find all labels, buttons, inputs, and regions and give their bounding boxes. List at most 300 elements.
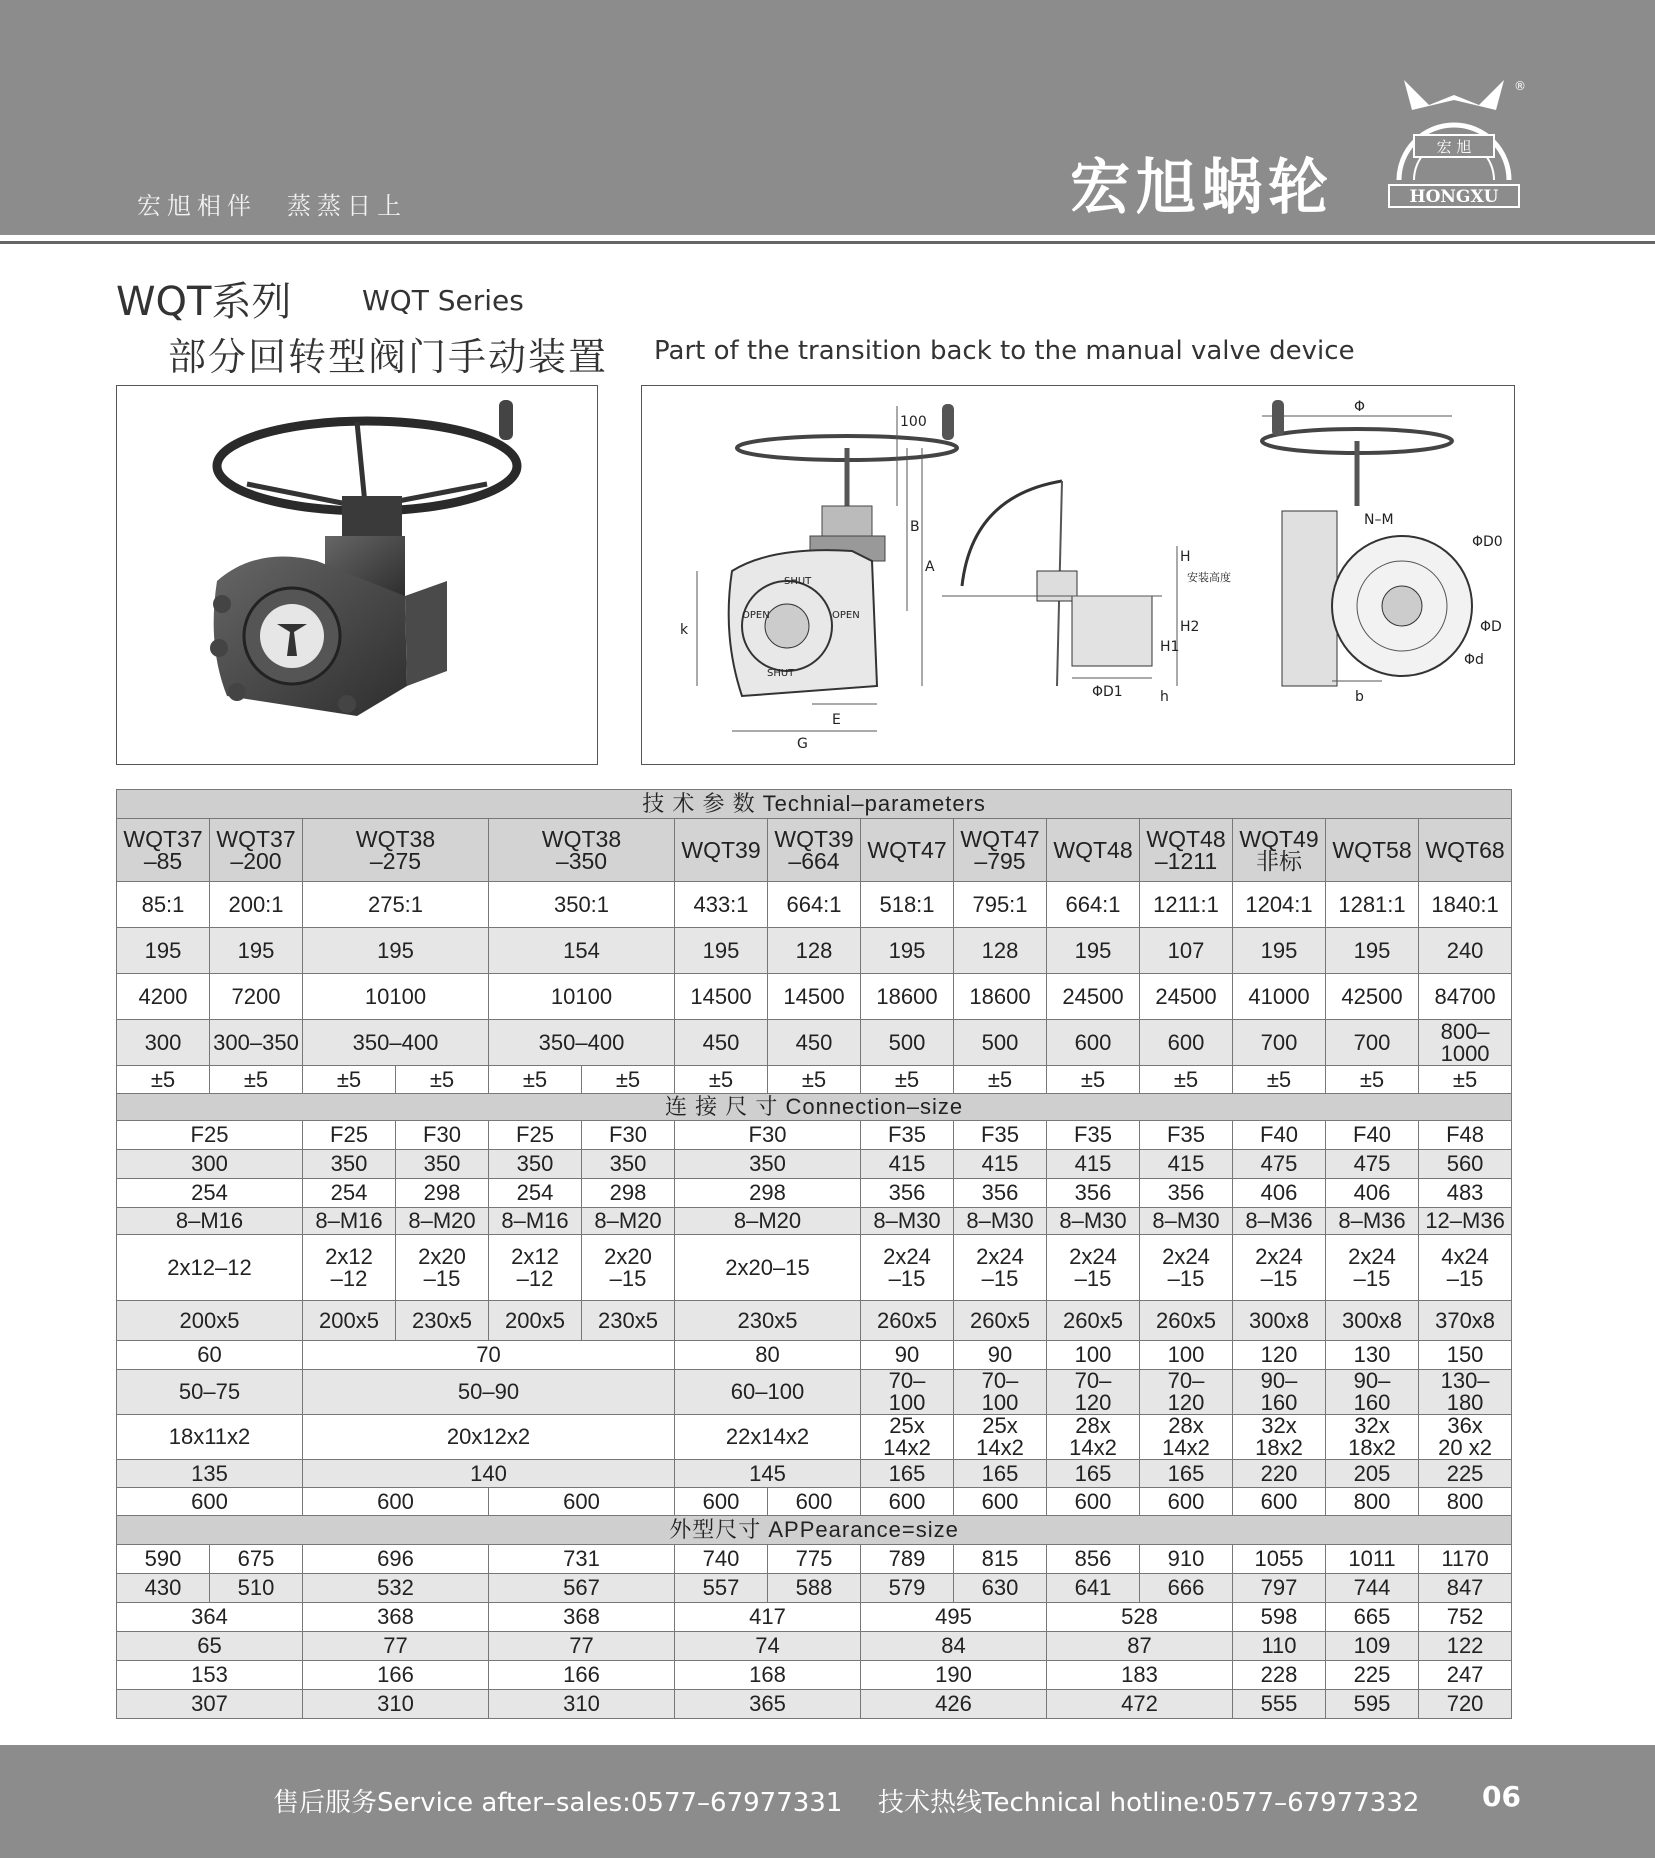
table-cell: 254 xyxy=(489,1179,582,1208)
table-cell: 600 xyxy=(768,1488,861,1516)
table-cell: 532 xyxy=(303,1574,489,1603)
table-cell: 77 xyxy=(489,1632,675,1661)
page-number: 06 xyxy=(1482,1780,1521,1813)
svg-text:A: A xyxy=(925,559,935,575)
table-cell: 307 xyxy=(117,1690,303,1719)
model-header: WQT39 –664 xyxy=(768,819,861,882)
model-header: WQT68 xyxy=(1419,819,1512,882)
table-cell: 356 xyxy=(1047,1179,1140,1208)
table-row xyxy=(117,1179,1605,1208)
table-cell: 260x5 xyxy=(861,1301,954,1341)
series-title-cn: WQT系列 xyxy=(116,279,292,325)
table-cell: 300 xyxy=(117,1150,303,1179)
table-cell: 298 xyxy=(675,1179,861,1208)
table-cell: 415 xyxy=(1140,1150,1233,1179)
table-cell: 744 xyxy=(1326,1574,1419,1603)
table-cell: 154 xyxy=(489,928,675,974)
table-cell: 560 xyxy=(1419,1150,1512,1179)
table-cell: 195 xyxy=(210,928,303,974)
table-cell: 567 xyxy=(489,1574,675,1603)
table-cell: 795:1 xyxy=(954,882,1047,928)
table-cell: 200:1 xyxy=(210,882,303,928)
table-cell: 310 xyxy=(489,1690,675,1719)
table-cell: 122 xyxy=(1419,1632,1512,1661)
tolerance-row xyxy=(117,1066,1605,1094)
svg-text:®: ® xyxy=(1514,79,1526,93)
table-cell: 590 xyxy=(117,1545,210,1574)
header-slogan: 宏旭相伴 蒸蒸日上 xyxy=(137,192,407,220)
table-cell: 472 xyxy=(1047,1690,1233,1719)
table-cell: F25 xyxy=(303,1121,396,1150)
model-header: WQT38 –350 xyxy=(489,819,675,882)
table-cell: 8–M36 xyxy=(1233,1208,1326,1235)
table-cell: ±5 xyxy=(861,1066,954,1094)
table-cell: 417 xyxy=(675,1603,861,1632)
table-cell: ±5 xyxy=(1047,1066,1140,1094)
table-cell: 195 xyxy=(303,928,489,974)
table-cell: 25x 14x2 xyxy=(954,1415,1047,1460)
table-row xyxy=(117,928,1605,974)
table-cell: 195 xyxy=(675,928,768,974)
table-cell: 1170 xyxy=(1419,1545,1512,1574)
table-cell: 254 xyxy=(117,1179,303,1208)
table-cell: ±5 xyxy=(396,1066,489,1094)
svg-text:ΦD: ΦD xyxy=(1480,619,1502,635)
table-cell: F30 xyxy=(582,1121,675,1150)
table-cell: 2x24 –15 xyxy=(861,1235,954,1301)
svg-text:N–M: N–M xyxy=(1364,512,1394,528)
svg-text:E: E xyxy=(832,712,841,728)
svg-text:100: 100 xyxy=(900,414,927,430)
table-cell: 588 xyxy=(768,1574,861,1603)
table-cell: 254 xyxy=(303,1179,396,1208)
table-row xyxy=(117,1574,1605,1603)
table-cell: 595 xyxy=(1326,1690,1419,1719)
table-row xyxy=(117,1208,1605,1235)
table-cell: 14500 xyxy=(768,974,861,1020)
table-cell: 22x14x2 xyxy=(675,1415,861,1460)
table-cell: 415 xyxy=(861,1150,954,1179)
brand-name: 宏旭蜗轮 xyxy=(1070,153,1334,223)
model-header: WQT37 –200 xyxy=(210,819,303,882)
table-cell: 450 xyxy=(768,1020,861,1066)
table-cell: 165 xyxy=(1140,1460,1233,1488)
table-cell: 350–400 xyxy=(489,1020,675,1066)
table-cell: 90 xyxy=(861,1341,954,1370)
table-cell: ±5 xyxy=(582,1066,675,1094)
table-cell: 166 xyxy=(489,1661,675,1690)
section-appearance: 外型尺寸 APPearance=size xyxy=(117,1516,1512,1545)
table-cell: 200x5 xyxy=(117,1301,303,1341)
table-row xyxy=(117,1415,1605,1460)
table-cell: 600 xyxy=(675,1488,768,1516)
table-cell: 598 xyxy=(1233,1603,1326,1632)
table-cell: 70– 120 xyxy=(1140,1370,1233,1415)
table-cell: 641 xyxy=(1047,1574,1140,1603)
table-cell: 195 xyxy=(117,928,210,974)
table-row xyxy=(117,974,1605,1020)
table-cell: 205 xyxy=(1326,1460,1419,1488)
model-header: WQT39 xyxy=(675,819,768,882)
svg-text:h: h xyxy=(1160,689,1169,705)
table-cell: 800–1000 xyxy=(1419,1020,1512,1066)
table-cell: 350:1 xyxy=(489,882,675,928)
table-row xyxy=(117,1235,1605,1301)
table-cell: 368 xyxy=(303,1603,489,1632)
table-cell: 74 xyxy=(675,1632,861,1661)
table-cell: 740 xyxy=(675,1545,768,1574)
table-cell: 140 xyxy=(303,1460,675,1488)
svg-text:安装高度: 安装高度 xyxy=(1187,571,1231,584)
table-cell: 128 xyxy=(954,928,1047,974)
table-cell: 4200 xyxy=(117,974,210,1020)
table-cell: 260x5 xyxy=(1140,1301,1233,1341)
table-cell: 300x8 xyxy=(1233,1301,1326,1341)
table-cell: 100 xyxy=(1047,1341,1140,1370)
table-cell: 350 xyxy=(303,1150,396,1179)
table-row xyxy=(117,1603,1605,1632)
table-row xyxy=(117,1690,1605,1719)
table-cell: 10100 xyxy=(489,974,675,1020)
table-cell: F35 xyxy=(861,1121,954,1150)
table-cell: 260x5 xyxy=(954,1301,1047,1341)
table-cell: 600 xyxy=(303,1488,489,1516)
table-cell: 406 xyxy=(1233,1179,1326,1208)
table-cell: 775 xyxy=(768,1545,861,1574)
table-cell: 166 xyxy=(303,1661,489,1690)
table-row xyxy=(117,1545,1605,1574)
table-cell: ±5 xyxy=(1233,1066,1326,1094)
table-cell: 225 xyxy=(1326,1661,1419,1690)
svg-text:b: b xyxy=(1355,689,1364,705)
table-cell: 856 xyxy=(1047,1545,1140,1574)
model-header: WQT58 xyxy=(1326,819,1419,882)
table-cell: F35 xyxy=(1047,1121,1140,1150)
table-cell: 165 xyxy=(1047,1460,1140,1488)
table-cell: 433:1 xyxy=(675,882,768,928)
table-cell: 600 xyxy=(1140,1020,1233,1066)
table-cell: 225 xyxy=(1419,1460,1512,1488)
table-cell: 24500 xyxy=(1140,974,1233,1020)
table-cell: 240 xyxy=(1419,928,1512,974)
table-cell: 528 xyxy=(1047,1603,1233,1632)
table-cell: 298 xyxy=(396,1179,489,1208)
table-cell: 298 xyxy=(582,1179,675,1208)
table-cell: 300 xyxy=(117,1020,210,1066)
table-cell: 370x8 xyxy=(1419,1301,1512,1341)
table-row xyxy=(117,1301,1605,1341)
table-cell: F25 xyxy=(117,1121,303,1150)
table-cell: 600 xyxy=(1047,1020,1140,1066)
table-cell: 579 xyxy=(861,1574,954,1603)
table-cell: 32x 18x2 xyxy=(1326,1415,1419,1460)
table-cell: 426 xyxy=(861,1690,1047,1719)
series-title-en: WQT Series xyxy=(362,284,524,317)
table-cell: 752 xyxy=(1419,1603,1512,1632)
table-cell: ±5 xyxy=(117,1066,210,1094)
hongxu-logo xyxy=(1384,70,1524,220)
table-cell: 700 xyxy=(1233,1020,1326,1066)
table-cell: 600 xyxy=(861,1488,954,1516)
table-cell: 8–M16 xyxy=(117,1208,303,1235)
svg-text:k: k xyxy=(680,622,689,638)
model-header: WQT48 xyxy=(1047,819,1140,882)
table-cell: 195 xyxy=(1047,928,1140,974)
table-cell: 350 xyxy=(396,1150,489,1179)
table-cell: 28x 14x2 xyxy=(1047,1415,1140,1460)
table-row xyxy=(117,1150,1605,1179)
table-cell: 12–M36 xyxy=(1419,1208,1512,1235)
table-cell: 2x12 –12 xyxy=(489,1235,582,1301)
table-cell: 230x5 xyxy=(396,1301,489,1341)
table-cell: ±5 xyxy=(675,1066,768,1094)
header-divider xyxy=(0,241,1655,244)
svg-text:OPEN: OPEN xyxy=(832,610,860,621)
table-cell: 450 xyxy=(675,1020,768,1066)
svg-text:ΦD0: ΦD0 xyxy=(1472,534,1503,550)
table-cell: 195 xyxy=(861,928,954,974)
spec-table xyxy=(116,789,1605,1719)
table-cell: F40 xyxy=(1233,1121,1326,1150)
table-cell: 1211:1 xyxy=(1140,882,1233,928)
svg-text:ΦD1: ΦD1 xyxy=(1092,684,1123,700)
svg-text:OPEN: OPEN xyxy=(742,610,770,621)
table-cell: 600 xyxy=(117,1488,303,1516)
table-cell: 87 xyxy=(1047,1632,1233,1661)
table-cell: 664:1 xyxy=(768,882,861,928)
table-cell: 2x24 –15 xyxy=(1233,1235,1326,1301)
table-cell: 107 xyxy=(1140,928,1233,974)
table-cell: 230x5 xyxy=(675,1301,861,1341)
table-cell: 415 xyxy=(1047,1150,1140,1179)
table-cell: 32x 18x2 xyxy=(1233,1415,1326,1460)
table-cell: 2x20 –15 xyxy=(582,1235,675,1301)
table-cell: 666 xyxy=(1140,1574,1233,1603)
svg-text:B: B xyxy=(910,519,920,535)
table-cell: 100 xyxy=(1140,1341,1233,1370)
table-cell: 8–M30 xyxy=(1140,1208,1233,1235)
table-cell: 18600 xyxy=(861,974,954,1020)
table-cell: 720 xyxy=(1419,1690,1512,1719)
table-cell: 7200 xyxy=(210,974,303,1020)
table-cell: 130– 180 xyxy=(1419,1370,1512,1415)
table-cell: ±5 xyxy=(1140,1066,1233,1094)
table-cell: 50–90 xyxy=(303,1370,675,1415)
table-cell: 90– 160 xyxy=(1233,1370,1326,1415)
svg-text:宏 旭: 宏 旭 xyxy=(1436,138,1472,156)
table-cell: 350 xyxy=(675,1150,861,1179)
table-cell: 557 xyxy=(675,1574,768,1603)
table-cell: 8–M20 xyxy=(396,1208,489,1235)
table-cell: 18x11x2 xyxy=(117,1415,303,1460)
table-cell: 4x24 –15 xyxy=(1419,1235,1512,1301)
table-cell: 415 xyxy=(954,1150,1047,1179)
table-row xyxy=(117,1121,1605,1150)
table-row xyxy=(117,1661,1605,1690)
table-cell: 183 xyxy=(1047,1661,1233,1690)
table-row xyxy=(117,1370,1605,1415)
table-cell: 495 xyxy=(861,1603,1047,1632)
table-cell: 42500 xyxy=(1326,974,1419,1020)
table-cell: ±5 xyxy=(303,1066,396,1094)
section-connection-row xyxy=(117,1094,1605,1121)
table-cell: 8–M16 xyxy=(489,1208,582,1235)
table-cell: 150 xyxy=(1419,1341,1512,1370)
table-cell: F30 xyxy=(675,1121,861,1150)
table-cell: 84 xyxy=(861,1632,1047,1661)
table-row xyxy=(117,882,1605,928)
table-cell: 555 xyxy=(1233,1690,1326,1719)
table-cell: 600 xyxy=(1047,1488,1140,1516)
table-cell: 190 xyxy=(861,1661,1047,1690)
table-cell: 797 xyxy=(1233,1574,1326,1603)
table-cell: 120 xyxy=(1233,1341,1326,1370)
section-technical: 技 术 参 数 Technial–parameters xyxy=(117,790,1512,819)
svg-text:H: H xyxy=(1180,549,1191,565)
table-cell: 2x24 –15 xyxy=(954,1235,1047,1301)
table-cell: 70 xyxy=(303,1341,675,1370)
svg-text:Φd: Φd xyxy=(1464,652,1484,668)
table-cell: 300x8 xyxy=(1326,1301,1419,1341)
table-cell: 230x5 xyxy=(582,1301,675,1341)
table-cell: 70– 100 xyxy=(861,1370,954,1415)
table-cell: 25x 14x2 xyxy=(861,1415,954,1460)
table-cell: 789 xyxy=(861,1545,954,1574)
table-cell: 1281:1 xyxy=(1326,882,1419,928)
section-connection: 连 接 尺 寸 Connection–size xyxy=(117,1094,1512,1121)
table-cell: 365 xyxy=(675,1690,861,1719)
table-cell: 247 xyxy=(1419,1661,1512,1690)
section-technical-row xyxy=(117,790,1605,819)
table-cell: 36x 20 x2 xyxy=(1419,1415,1512,1460)
table-cell: 109 xyxy=(1326,1632,1419,1661)
table-cell: 1055 xyxy=(1233,1545,1326,1574)
table-cell: F35 xyxy=(1140,1121,1233,1150)
table-cell: ±5 xyxy=(954,1066,1047,1094)
table-cell: 356 xyxy=(861,1179,954,1208)
table-cell: 153 xyxy=(117,1661,303,1690)
table-cell: 50–75 xyxy=(117,1370,303,1415)
table-cell: 168 xyxy=(675,1661,861,1690)
section-appearance-row xyxy=(117,1516,1605,1545)
table-cell: ±5 xyxy=(1419,1066,1512,1094)
table-cell: 165 xyxy=(954,1460,1047,1488)
table-cell: 14500 xyxy=(675,974,768,1020)
table-cell: 700 xyxy=(1326,1020,1419,1066)
svg-text:H2: H2 xyxy=(1180,619,1200,635)
table-cell: 600 xyxy=(954,1488,1047,1516)
product-title-cn: 部分回转型阀门手动装置 xyxy=(168,335,609,379)
table-cell: 8–M16 xyxy=(303,1208,396,1235)
table-cell: 510 xyxy=(210,1574,303,1603)
table-cell: 10100 xyxy=(303,974,489,1020)
table-cell: ±5 xyxy=(1326,1066,1419,1094)
table-cell: 77 xyxy=(303,1632,489,1661)
table-cell: 80 xyxy=(675,1341,861,1370)
table-cell: 800 xyxy=(1326,1488,1419,1516)
table-cell: F30 xyxy=(396,1121,489,1150)
table-cell: 910 xyxy=(1140,1545,1233,1574)
table-cell: F35 xyxy=(954,1121,1047,1150)
table-cell: 90 xyxy=(954,1341,1047,1370)
table-cell: 228 xyxy=(1233,1661,1326,1690)
table-cell: 300–350 xyxy=(210,1020,303,1066)
table-row xyxy=(117,1460,1605,1488)
svg-text:H1: H1 xyxy=(1160,639,1180,655)
table-cell: 800 xyxy=(1419,1488,1512,1516)
table-row xyxy=(117,1341,1605,1370)
table-cell: 696 xyxy=(303,1545,489,1574)
table-cell: 128 xyxy=(768,928,861,974)
table-cell: 90– 160 xyxy=(1326,1370,1419,1415)
model-header: WQT47 xyxy=(861,819,954,882)
table-cell: 70– 100 xyxy=(954,1370,1047,1415)
table-cell: 664:1 xyxy=(1047,882,1140,928)
table-cell: 2x20–15 xyxy=(675,1235,861,1301)
table-cell: 475 xyxy=(1326,1150,1419,1179)
table-cell: 165 xyxy=(861,1460,954,1488)
svg-text:SHUT: SHUT xyxy=(767,668,795,679)
model-header: WQT38 –275 xyxy=(303,819,489,882)
table-cell: 220 xyxy=(1233,1460,1326,1488)
table-cell: 350 xyxy=(582,1150,675,1179)
table-cell: 1011 xyxy=(1326,1545,1419,1574)
table-cell: 20x12x2 xyxy=(303,1415,675,1460)
table-cell: 364 xyxy=(117,1603,303,1632)
table-cell: ±5 xyxy=(210,1066,303,1094)
service-hotline: 售后服务Service after–sales:0577–67977331 xyxy=(273,1788,843,1818)
table-cell: 110 xyxy=(1233,1632,1326,1661)
table-cell: 135 xyxy=(117,1460,303,1488)
table-cell: 24500 xyxy=(1047,974,1140,1020)
table-cell: 310 xyxy=(303,1690,489,1719)
table-cell: 8–M20 xyxy=(582,1208,675,1235)
table-cell: 356 xyxy=(1140,1179,1233,1208)
model-header-row xyxy=(117,819,1605,882)
table-row xyxy=(117,1632,1605,1661)
model-header: WQT37 –85 xyxy=(117,819,210,882)
table-cell: 28x 14x2 xyxy=(1140,1415,1233,1460)
table-cell: 60–100 xyxy=(675,1370,861,1415)
table-cell: 350 xyxy=(489,1150,582,1179)
table-cell: 65 xyxy=(117,1632,303,1661)
table-cell: 600 xyxy=(1233,1488,1326,1516)
table-cell: 8–M30 xyxy=(861,1208,954,1235)
table-cell: 2x24 –15 xyxy=(1326,1235,1419,1301)
table-cell: 518:1 xyxy=(861,882,954,928)
table-cell: 1204:1 xyxy=(1233,882,1326,928)
table-cell: 195 xyxy=(1326,928,1419,974)
svg-text:HONGXU: HONGXU xyxy=(1409,187,1499,207)
table-cell: 665 xyxy=(1326,1603,1419,1632)
table-row xyxy=(117,1020,1605,1066)
table-cell: 500 xyxy=(954,1020,1047,1066)
table-cell: 630 xyxy=(954,1574,1047,1603)
model-header: WQT47 –795 xyxy=(954,819,1047,882)
table-cell: 8–M36 xyxy=(1326,1208,1419,1235)
table-cell: 368 xyxy=(489,1603,675,1632)
table-cell: 18600 xyxy=(954,974,1047,1020)
table-cell: 847 xyxy=(1419,1574,1512,1603)
table-cell: F40 xyxy=(1326,1121,1419,1150)
table-cell: 2x20 –15 xyxy=(396,1235,489,1301)
table-cell: 200x5 xyxy=(303,1301,396,1341)
table-cell: 70– 120 xyxy=(1047,1370,1140,1415)
table-cell: 60 xyxy=(117,1341,303,1370)
table-cell: 430 xyxy=(117,1574,210,1603)
svg-text:Φ: Φ xyxy=(1354,399,1366,415)
table-cell: 195 xyxy=(1233,928,1326,974)
